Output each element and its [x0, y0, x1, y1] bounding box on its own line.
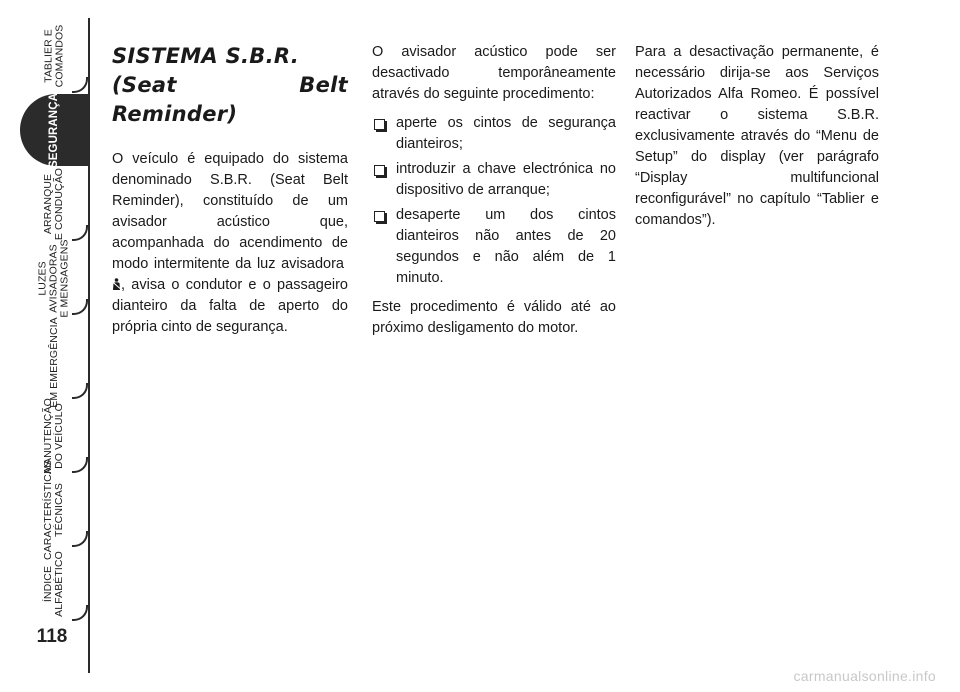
tab-divider — [72, 383, 88, 399]
chapter-tab-label — [43, 551, 65, 617]
step-text: aperte os cintos de segurança dianteiros; — [396, 115, 616, 152]
tab-divider — [72, 77, 88, 93]
intro-paragraph — [112, 149, 348, 338]
chapter-tab-label — [38, 239, 71, 317]
chapter-tab-line: MANUTENÇÃO — [42, 398, 55, 474]
step-text: introduzir a chave electrónica no dispositivo de arranque; — [396, 161, 616, 198]
chapter-tab-line: E CONDUÇÃO — [53, 167, 65, 241]
chapter-tab-line: ARRANQUE — [42, 173, 54, 235]
chapter-tab-line: CARACTERÍSTICAS — [42, 459, 55, 561]
tab-divider — [72, 605, 88, 621]
chapter-tab[interactable] — [20, 20, 88, 92]
chapter-tab-line: ALFABÉTICO — [53, 551, 65, 617]
deactivation-intro: O avisador acústico pode ser desactivado temporâneamente através do seguinte procedimento: — [372, 44, 616, 102]
section-title-line2: (Seat Belt Reminder) — [112, 73, 348, 126]
procedure-steps — [372, 113, 616, 289]
seatbelt-warning-icon — [112, 278, 121, 290]
chapter-tab-label — [43, 168, 65, 240]
checkbox-bullet-icon — [374, 119, 385, 130]
chapter-tab-line: E MENSAGENS — [58, 238, 71, 318]
chapter-tab[interactable] — [20, 459, 88, 561]
tab-divider — [72, 531, 88, 547]
intro-text-a: O veículo é equipado do sistema denominado S.B.R. (Seat Belt Reminder), constituído de um avisador acústico que, acompanhada do acendimento de modo intermitente da luz avisadora — [112, 151, 348, 272]
chapter-tab-line: DO VEÍCULO — [53, 403, 66, 469]
chapter-tab-label — [49, 92, 60, 167]
section-title — [112, 42, 348, 129]
list-item — [372, 159, 616, 201]
chapter-tab-label — [43, 460, 65, 560]
chapter-tab-line: TÉCNICAS — [53, 483, 66, 537]
column-3 — [635, 42, 879, 239]
chapter-tab[interactable] — [20, 168, 88, 240]
chapter-tab-line: EM EMERGÊNCIA — [47, 316, 60, 408]
tab-divider — [72, 225, 88, 241]
chapter-tab[interactable] — [20, 238, 88, 318]
chapter-tab[interactable] — [20, 548, 88, 620]
chapter-tab-label — [43, 25, 65, 88]
tab-divider — [72, 299, 88, 315]
chapter-tab-line: AVISADORAS — [47, 243, 60, 313]
procedure-note: Este procedimento é válido até ao próximo desligamento do motor. — [372, 299, 616, 336]
chapter-tab[interactable] — [20, 316, 88, 408]
chapter-tab-line: ÍNDICE — [42, 565, 54, 603]
permanent-deactivation-paragraph: Para a desactivação permanente, é necessário dirija-se aos Serviços Autorizados Alfa Romeo. É possível reactivar o sistema S.B.R. exclusivamente através do “Menu de Setup” do display (ver parágrafo “Display multifuncional reconfigurável” no capítulo “Tablier e comandos”). — [635, 44, 879, 228]
chapter-tab-line: COMANDOS — [52, 24, 65, 88]
column-2 — [372, 42, 616, 347]
page-number: 118 — [36, 626, 68, 647]
chapter-tab-line: LUZES — [36, 260, 49, 296]
step-text: desaperte um dos cintos dianteiros não antes de 20 segundos e não além de 1 minuto. — [396, 207, 616, 286]
chapter-tab-line: TABLIER E — [41, 29, 54, 83]
sidebar-rail — [88, 18, 90, 673]
column-1 — [112, 42, 348, 346]
list-item — [372, 113, 616, 155]
chapter-tab[interactable] — [20, 94, 88, 166]
section-title-line1: SISTEMA S.B.R. — [112, 44, 300, 68]
checkbox-bullet-icon — [374, 211, 385, 222]
tab-divider — [72, 457, 88, 473]
chapter-tab-line: SEGURANÇA — [47, 92, 60, 168]
list-item — [372, 205, 616, 289]
chapter-tab-label — [49, 317, 60, 408]
checkbox-bullet-icon — [374, 165, 385, 176]
intro-text-b: , avisa o condutor e o passageiro dianteiro da falta de aperto do própria cinto de segurança. — [112, 277, 348, 335]
watermark: carmanualsonline.info — [793, 668, 936, 684]
